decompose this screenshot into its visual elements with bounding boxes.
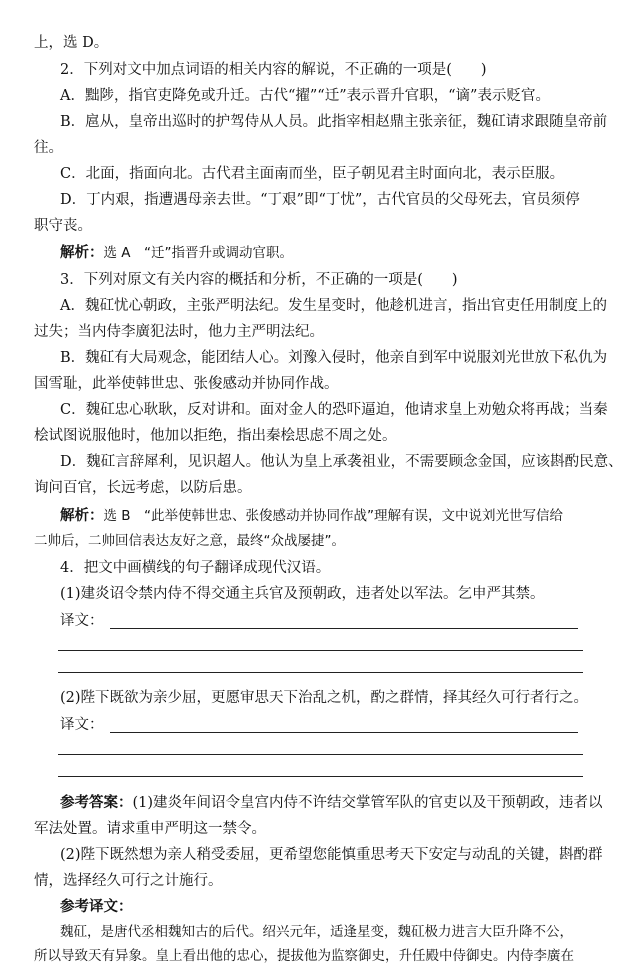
text-line: 上，选 D。 <box>34 35 109 51</box>
text-line: 军法处置。请求重申严明这一禁令。 <box>34 821 266 837</box>
reference-answer-text: (2)陛下既然想为亲人稍受委屈，更希望您能慎重思考天下安定与动乱的关键，斟酌群 <box>60 847 603 863</box>
analysis-line <box>0 243 640 263</box>
option-a: A．黜陟，指官吏降免或升迁。古代“擢”“迁”表示晋升官职，“谪”表示贬官。 <box>60 88 550 104</box>
option-c: C．魏矼忠心耿耿，反对讲和。面对金人的恐吓逼迫，他请求皇上劝勉众将再战；当秦 <box>60 402 608 418</box>
option-b: B．扈从，皇帝出巡时的护驾侍从人员。此指宰相赵鼎主张亲征，魏矼请求跟随皇帝前 <box>60 114 608 130</box>
text-line: 询问百官，长远考虑，以防后患。 <box>34 480 252 496</box>
reference-translation-text: 所以导致天有异象。皇上看出他的忠心，提拔他为监察御史，升任殿中侍御史。内侍李廣在 <box>34 948 574 964</box>
option-a: A．魏矼忧心朝政，主张严明法纪。发生星变时，他趁机进言，指出官吏任用制度上的 <box>60 298 607 314</box>
option-c: C．北面，指面向北。古代君主面南而坐，臣子朝见君主时面向北，表示臣服。 <box>60 166 565 182</box>
analysis-text: 选 A “迁”指晋升或调动官职。 <box>103 245 294 261</box>
analysis-label: 解析： <box>60 244 104 261</box>
answer-line <box>58 672 583 673</box>
text-line: 往。 <box>34 140 63 156</box>
answer-line <box>58 776 583 777</box>
translation-item-1: (1)建炎诏令禁内侍不得交通主兵官及预朝政，违者处以军法。乞申严其禁。 <box>60 586 545 602</box>
reference-translation-text: 魏矼，是唐代丞相魏知古的后代。绍兴元年，适逢星变，魏矼极力进言大臣升降不公， <box>60 924 573 940</box>
text-line: 职守丧。 <box>34 218 92 234</box>
answer-line <box>110 628 578 629</box>
reference-answer-text: (1)建炎年间诏令皇宫内侍不许结交掌管军队的官吏以及干预朝政，违者以 <box>132 795 603 811</box>
option-d: D．魏矼言辞犀利，见识超人。他认为皇上承袭祖业，不需要顾念金国，应该斟酌民意、 <box>60 454 623 470</box>
question-3: 3．下列对原文有关内容的概括和分析，不正确的一项是( ) <box>60 272 458 288</box>
text-line: 过失；当内侍李廣犯法时，他力主严明法纪。 <box>34 324 324 340</box>
option-d: D．丁内艰，指遭遇母亲去世。“丁艰”即“丁忧”，古代官员的父母死去，官员须停 <box>60 192 580 208</box>
text-line: 国雪耻，此举使韩世忠、张俊感动并协同作战。 <box>34 376 339 392</box>
text-line: 桧试图说服他时，他加以拒绝，指出秦桧思虑不周之处。 <box>34 428 397 444</box>
answer-line <box>110 732 578 733</box>
analysis-text: 二帅后，二帅回信表达友好之意，最终“众战屡捷”。 <box>34 533 345 549</box>
translation-label: 译文： <box>60 613 104 629</box>
option-b: B．魏矼有大局观念，能团结人心。刘豫入侵时，他亲自到军中说服刘光世放下私仇为 <box>60 350 608 366</box>
reference-translation-label: 参考译文： <box>60 898 133 915</box>
question-4: 4．把文中画横线的句子翻译成现代汉语。 <box>60 560 331 576</box>
text-line: 情，选择经久可行之计施行。 <box>34 873 223 889</box>
translation-item-2: (2)陛下既欲为亲少屈，更愿审思天下治乱之机，酌之群情，择其经久可行者行之。 <box>60 690 589 706</box>
analysis-text: 选 B “此举使韩世忠、张俊感动并协同作战”理解有误，文中说刘光世写信给 <box>103 508 564 524</box>
question-2: 2．下列对文中加点词语的相关内容的解说，不正确的一项是( ) <box>60 62 487 78</box>
answer-line <box>58 754 583 755</box>
analysis-line <box>0 506 640 526</box>
answer-line <box>58 650 583 651</box>
translation-label: 译文： <box>60 717 104 733</box>
reference-answer-label: 参考答案： <box>60 794 133 811</box>
analysis-label: 解析： <box>60 507 104 524</box>
reference-answer-line <box>0 793 640 813</box>
